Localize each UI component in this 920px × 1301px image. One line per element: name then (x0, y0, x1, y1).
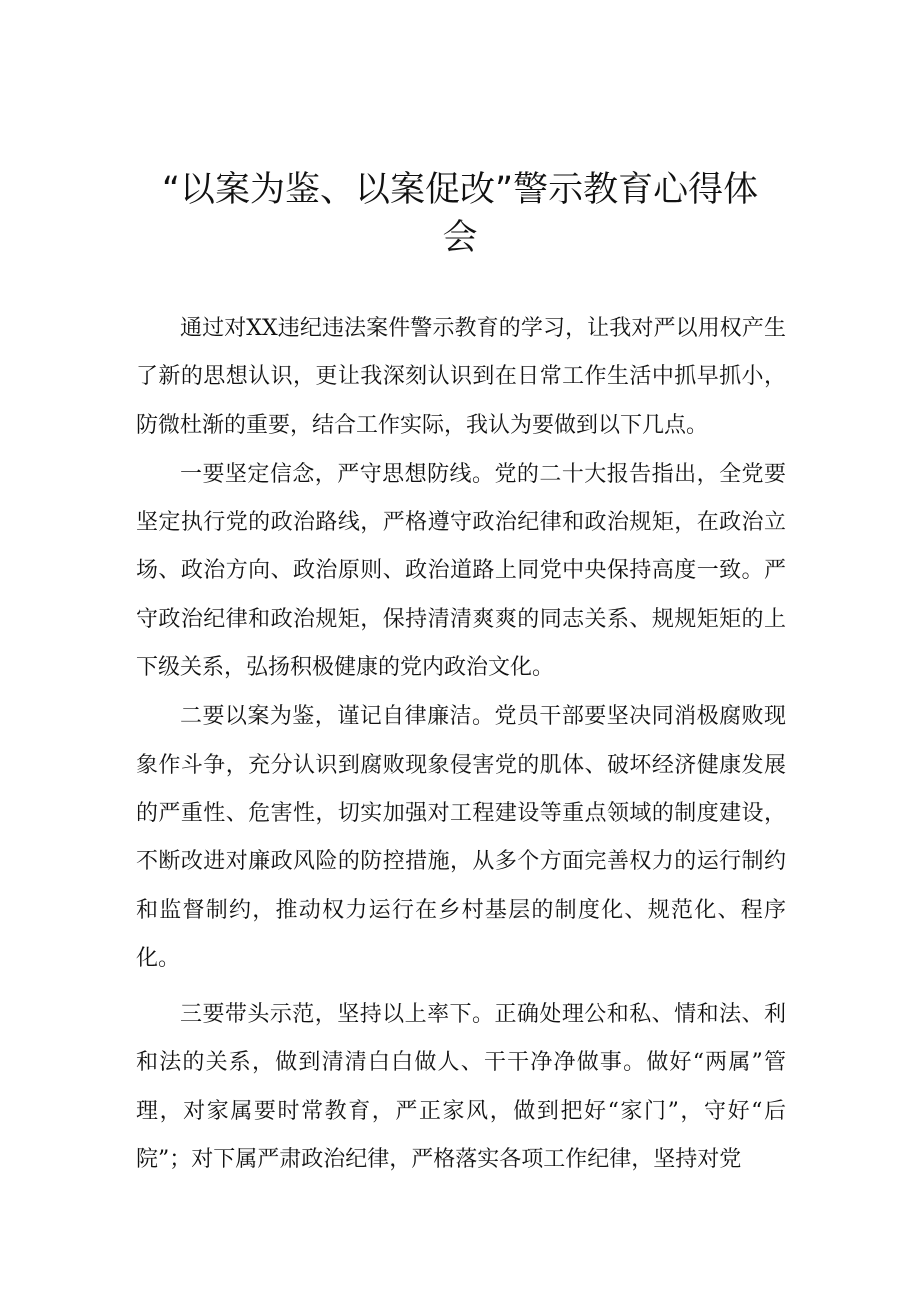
paragraph-point-1: 一要坚定信念，严守思想防线。党的二十大报告指出，全党要坚定执行党的政治路线，严格遵守政治纪律和政治规矩，在政治立场、政治方向、政治原则、政治道路上同党中央保持高度一致。严守政治纪律和政治规矩，保持清清爽爽的同志关系、规规矩矩的上下级关系，弘扬积极健康的党内政治文化。 (136, 461, 786, 681)
document-body (136, 305, 786, 1184)
paragraph-point-3: 三要带头示范，坚持以上率下。正确处理公和私、情和法、利和法的关系，做到清清白白做人、干干净净做事。做好“两属”管理，对家属要时常教育，严正家风，做到把好“家门”，守好“后院”；对下属严肃政治纪律，严格落实各项工作纪律，坚持对党 (136, 1002, 786, 1173)
document-title: “以案为鉴、以案促改”警示教育心得体会 (161, 170, 759, 258)
paragraph-point-2: 二要以案为鉴，谨记自律廉洁。党员干部要坚决同消极腐败现象作斗争，充分认识到腐败现象侵害党的肌体、破坏经济健康发展的严重性、危害性，切实加强对工程建设等重点领域的制度建设，不断改进对廉政风险的防控措施，从多个方面完善权力的运行制约和监督制约，推动权力运行在乡村基层的制度化、规范化、程序化。 (136, 704, 786, 971)
paragraph-intro: 通过对XX违纪违法案件警示教育的学习，让我对严以用权产生了新的思想认识，更让我深刻认识到在日常工作生活中抓早抓小，防微杜渐的重要，结合工作实际，我认为要做到以下几点。 (136, 316, 786, 438)
